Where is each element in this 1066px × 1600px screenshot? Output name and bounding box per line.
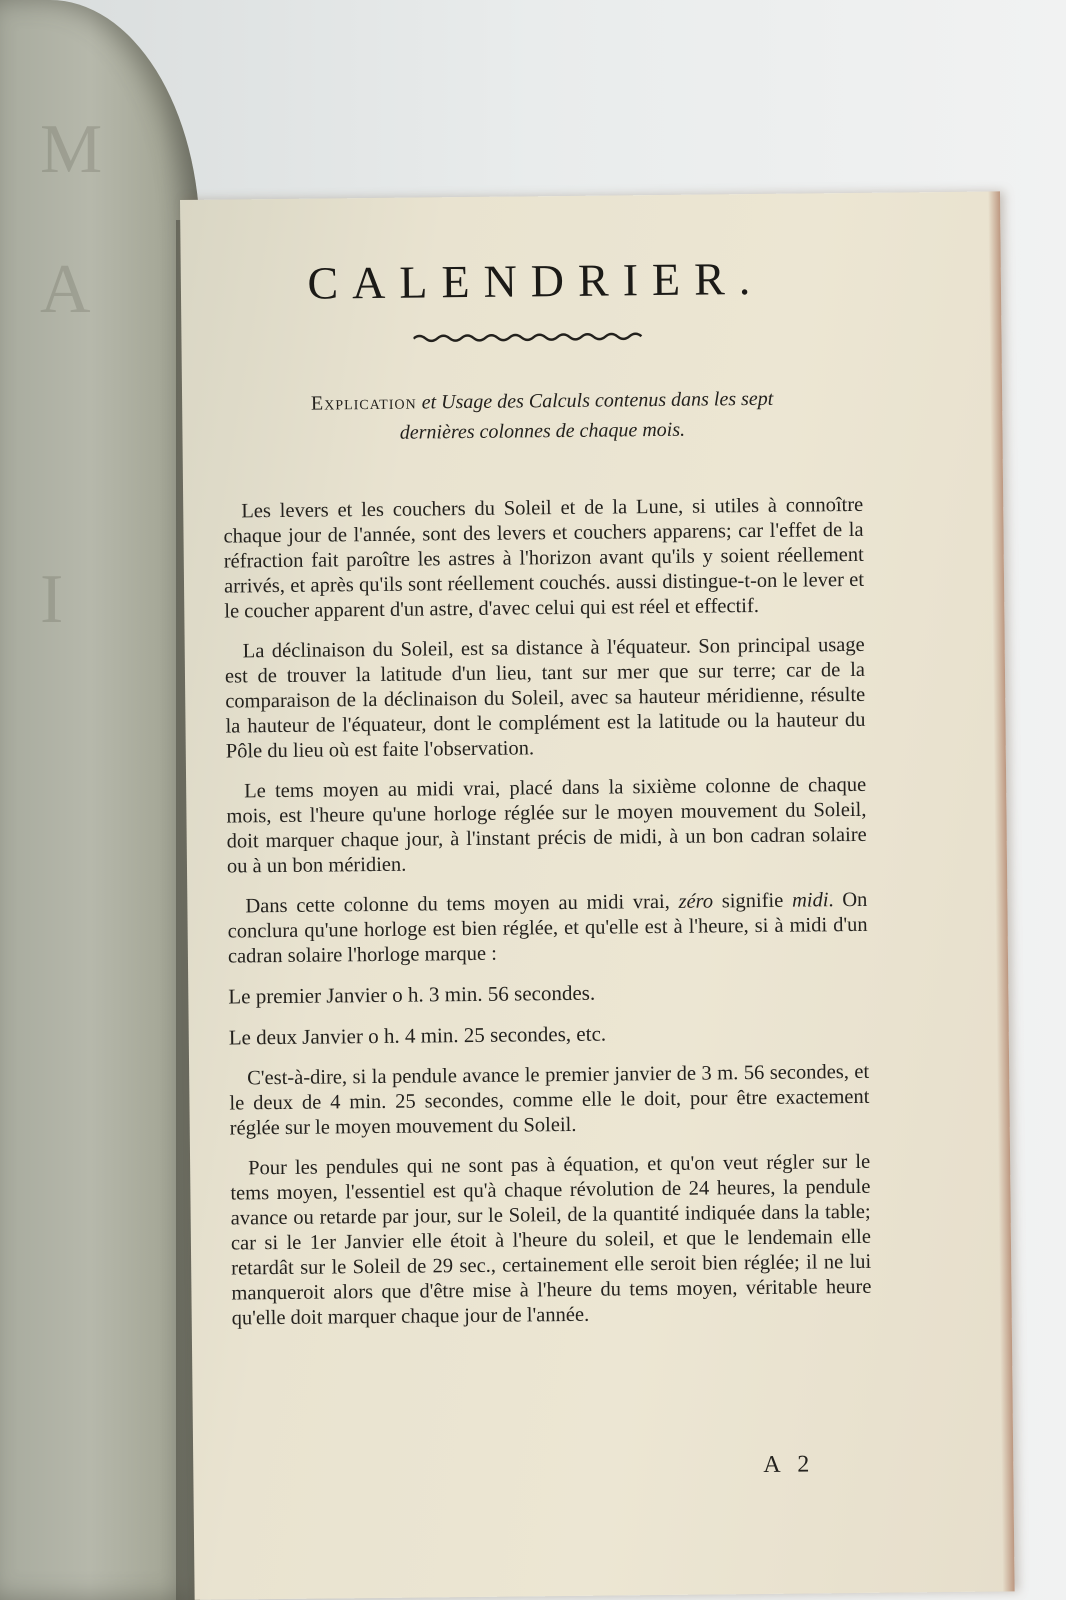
subtitle-line1: et Usage des Calculs contenus dans les sept xyxy=(416,387,774,414)
show-through-letter: I xyxy=(40,561,64,638)
book-page xyxy=(180,191,1015,1600)
printer-signature-mark: A 2 xyxy=(763,1451,816,1478)
page-title: CALENDRIER. xyxy=(307,252,765,309)
paragraph-zero-midi: Dans cette colonne du tems moyen au midi vrai, zéro signifie midi. On conclura qu'une horloge est bien réglée, et qu'elle est à l'heure, si à midi d'un cadran solaire l'horloge marque : xyxy=(227,888,868,968)
section-subtitle xyxy=(222,383,863,450)
example-line-2: Le deux Janvier o h. 4 min. 25 secondes, etc. xyxy=(228,1021,607,1050)
decorative-rule-ornament xyxy=(413,330,645,344)
subtitle-lead: Explication xyxy=(310,391,417,415)
paragraph-c-est-a-dire: C'est-à-dire, si la pendule avance le premier janvier de 3 m. 56 secondes, et le deux de 4 min. 25 secondes, comme elle le doit, pour être exactement réglée sur le moyen mouvement du Soleil. xyxy=(229,1060,870,1140)
paragraph-tems-moyen: Le tems moyen au midi vrai, placé dans la sixième colonne de chaque mois, est l'heure qu'une horloge réglée sur le moyen mouvement du Soleil, doit marquer chaque jour, à l'instant précis de midi, à un bon cadran solaire ou à un bon méridien. xyxy=(226,773,867,878)
zero-term: zéro xyxy=(678,890,714,913)
facing-page xyxy=(0,0,200,1600)
subtitle-line2: dernières colonnes de chaque mois. xyxy=(399,418,686,444)
paragraph-pendules: Pour les pendules qui ne sont pas à équation, et qu'on veut régler sur le tems moyen, l'essentiel est qu'à chaque révolution de 24 heures, la pendule avance ou retarde par jour, sur le Soleil, de la quantité indiquée dans la table; car si le 1er Janvier elle étoit à l'heure du soleil, et que le lendemain elle retardât sur le Soleil de 29 sec., certainement elle seroit bien réglée; il ne lui manqueroit alors que d'être mise à l'heure du tems moyen, véritable heure qu'elle doit marquer chaque jour de l'année. xyxy=(230,1150,872,1330)
paragraph-declinaison: La déclinaison du Soleil, est sa distance à l'équateur. Son principal usage est de trouver la latitude d'un lieu, tant sur mer que sur terre; car de la comparaison de la déclinaison du Soleil, avec sa hauteur méridienne, résulte la hauteur de l'équateur, dont le complément est la latitude ou la hauteur du Pôle du lieu où est faite l'observation. xyxy=(224,633,866,763)
body-text xyxy=(223,493,872,1347)
paragraph-levers: Les levers et les couchers du Soleil et de la Lune, si utiles à connoître chaque jour de l'année, sont des levers et couchers apparens; car l'effet de la réfraction fait paroître les astres à l'horizon avant qu'ils y soient réellement arrivés, et après qu'ils sont réellement couchés. aussi distingue-t-on le lever et le coucher apparent d'un astre, d'avec celui qui est réel et effectif. xyxy=(223,493,865,623)
show-through-letter: A xyxy=(40,251,91,328)
example-line-1: Le premier Janvier o h. 3 min. 56 secondes. xyxy=(228,980,596,1009)
midi-term: midi xyxy=(791,889,829,912)
show-through-letter: M xyxy=(40,111,103,188)
